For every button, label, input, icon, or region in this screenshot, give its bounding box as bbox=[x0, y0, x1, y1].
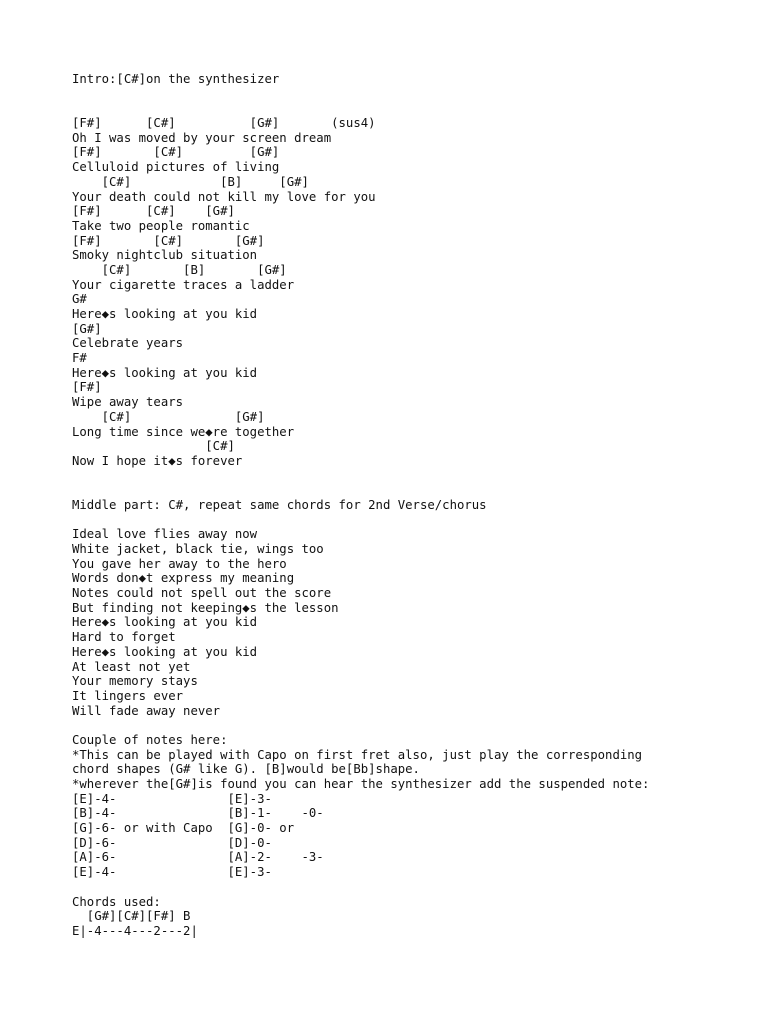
chords-used-heading: Chords used: bbox=[72, 894, 161, 909]
chord-line: [C#] [B] [G#] bbox=[72, 262, 287, 277]
lyric-line: Will fade away never bbox=[72, 703, 221, 718]
chord-line: F# bbox=[72, 351, 87, 366]
tab-line: [E]-4- [E]-3- bbox=[72, 865, 272, 880]
chord-line: [F#] [C#] [G#] bbox=[72, 233, 265, 248]
blank-line bbox=[72, 483, 752, 498]
chord-line: [F#] [C#] [G#] (sus4) bbox=[72, 116, 376, 131]
intro-line: Intro:[C#]on the synthesizer bbox=[72, 72, 280, 86]
blank-line bbox=[72, 718, 752, 733]
middle-part-line: Middle part: C#, repeat same chords for 2nd Verse/chorus bbox=[72, 497, 487, 512]
chord-line: [C#] [G#] bbox=[72, 409, 265, 424]
lyric-line: Celluloid pictures of living bbox=[72, 160, 280, 175]
blank-line bbox=[72, 87, 752, 102]
lyric-line: You gave her away to the hero bbox=[72, 556, 287, 571]
chord-line: [F#] [C#] [G#] bbox=[72, 145, 280, 160]
note-line: *This can be played with Capo on first fret also, just play the corresponding bbox=[72, 747, 643, 762]
tab-line: [D]-6- [D]-0- bbox=[72, 835, 272, 850]
notes-heading: Couple of notes here: bbox=[72, 732, 228, 747]
chord-line: G# bbox=[72, 292, 87, 307]
lyric-line: Here◆s looking at you kid bbox=[72, 365, 258, 380]
tab-line: [E]-4- [E]-3- bbox=[72, 791, 272, 806]
lyric-line: Your memory stays bbox=[72, 674, 198, 689]
lyric-line: Hard to forget bbox=[72, 630, 176, 645]
lyric-line: It lingers ever bbox=[72, 688, 184, 703]
lyric-line: Celebrate years bbox=[72, 336, 184, 351]
lyric-line: But finding not keeping◆s the lesson bbox=[72, 600, 339, 615]
chord-line: [F#] [C#] [G#] bbox=[72, 204, 235, 219]
chord-line: [G#] bbox=[72, 321, 102, 336]
lyric-line: Here◆s looking at you kid bbox=[72, 615, 258, 630]
lyric-line: Long time since we◆re together bbox=[72, 424, 295, 439]
tab-line: [A]-6- [A]-2- -3- bbox=[72, 850, 324, 865]
chord-line: [C#] [B] [G#] bbox=[72, 174, 309, 189]
lyric-line: Your death could not kill my love for you bbox=[72, 189, 376, 204]
lyric-line: Wipe away tears bbox=[72, 395, 184, 410]
lyric-line: White jacket, black tie, wings too bbox=[72, 542, 324, 556]
note-line: *wherever the[G#]is found you can hear the synthesizer add the suspended note: bbox=[72, 777, 650, 791]
lyric-line: Smoky nightclub situation bbox=[72, 248, 258, 263]
lyric-line: At least not yet bbox=[72, 659, 191, 674]
tab-line: [G]-6- or with Capo [G]-0- or bbox=[72, 821, 295, 836]
lyric-line: Ideal love flies away now bbox=[72, 527, 258, 542]
lyric-line: Here◆s looking at you kid bbox=[72, 307, 258, 321]
lyric-line: Take two people romantic bbox=[72, 218, 250, 233]
tab-line: [B]-4- [B]-1- -0- bbox=[72, 806, 324, 821]
lyric-line: Your cigarette traces a ladder bbox=[72, 277, 295, 292]
chord-line: [F#] bbox=[72, 380, 102, 395]
chord-line: [C#] bbox=[72, 439, 235, 454]
chord-sheet bbox=[72, 72, 752, 939]
chords-used-names: [G#][C#][F#] B bbox=[72, 909, 191, 924]
lyric-line: Oh I was moved by your screen dream bbox=[72, 130, 332, 145]
blank-line bbox=[72, 469, 752, 484]
note-line: chord shapes (G# like G). [B]would be[Bb]shape. bbox=[72, 762, 420, 777]
blank-line bbox=[72, 880, 752, 895]
lyric-line: Now I hope it◆s forever bbox=[72, 453, 243, 468]
blank-line bbox=[72, 513, 752, 528]
blank-line bbox=[72, 101, 752, 116]
chords-used-tab: E|-4---4---2---2| bbox=[72, 923, 198, 938]
lyric-line: Here◆s looking at you kid bbox=[72, 644, 258, 659]
lyric-line: Words don◆t express my meaning bbox=[72, 571, 295, 586]
lyric-line: Notes could not spell out the score bbox=[72, 586, 332, 601]
